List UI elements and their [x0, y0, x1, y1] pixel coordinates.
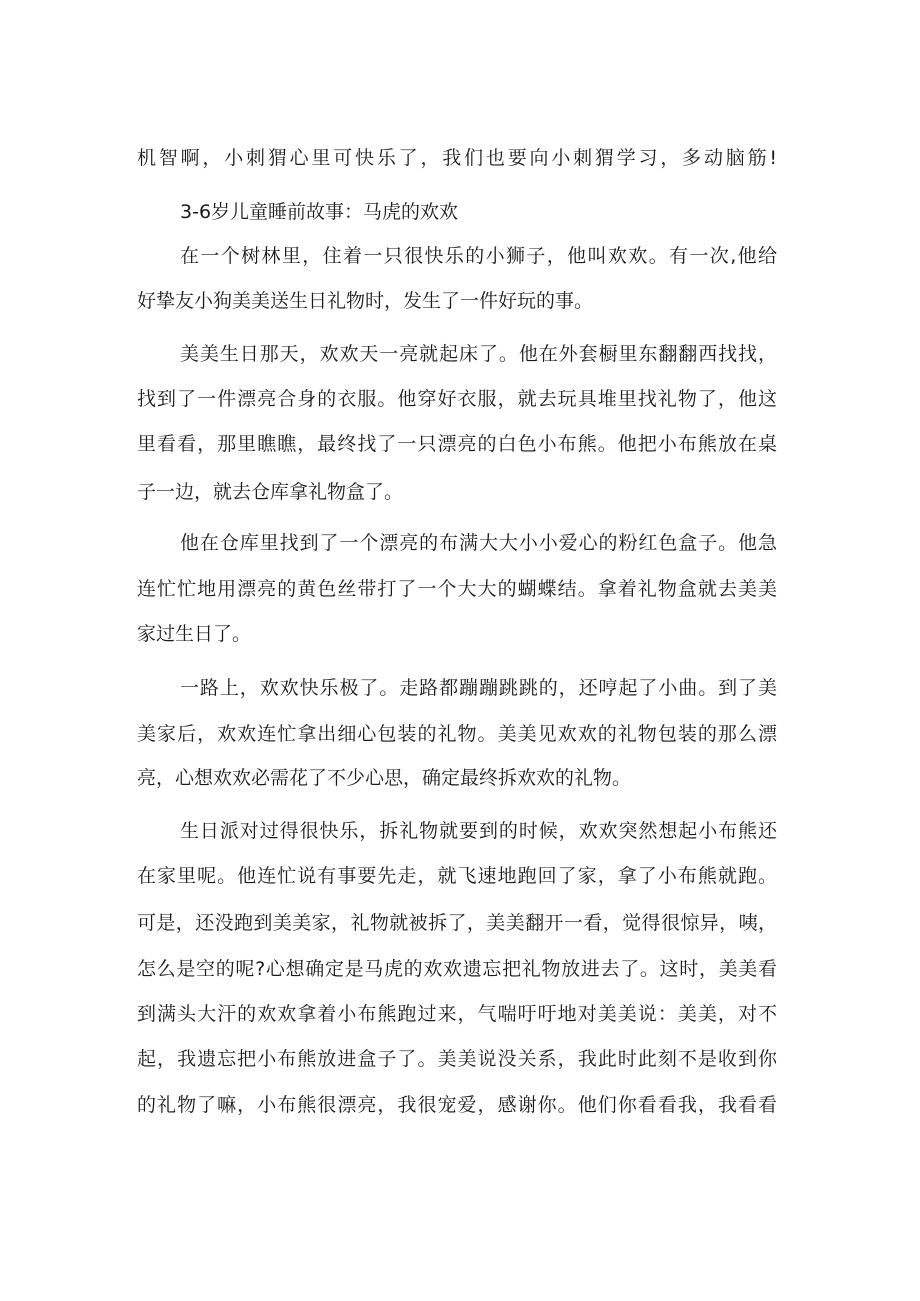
- text-line: 好挚友小狗美美送生日礼物时，发生了一件好玩的事。: [137, 290, 594, 312]
- text-line: 生日派对过得很快乐，拆礼物就要到的时候，欢欢突然想起小布熊还: [180, 820, 777, 842]
- text-line: 亮，心想欢欢必需花了不少心思，确定最终拆欢欢的礼物。: [137, 767, 632, 789]
- text-line: 到满头大汗的欢欢拿着小布熊跑过来，气喘吁吁地对美美说：美美，对不: [137, 1003, 777, 1025]
- text-line: 美家后，欢欢连忙拿出细心包装的礼物。美美见欢欢的礼物包装的那么漂: [137, 723, 777, 745]
- text-line: 一路上，欢欢快乐极了。走路都蹦蹦跳跳的，还哼起了小曲。到了美: [180, 677, 777, 699]
- text-line: 起，我遗忘把小布熊放进盒子了。美美说没关系，我此时此刻不是收到你: [137, 1048, 777, 1070]
- story-title: 3-6岁儿童睡前故事：马虎的欢欢: [180, 201, 459, 223]
- text-line: 机智啊，小刺猬心里可快乐了，我们也要向小刺猬学习，多动脑筋!: [137, 147, 777, 169]
- text-line: 在一个树林里，住着一只很快乐的小狮子，他叫欢欢。有一次,他给: [180, 245, 777, 267]
- text-line: 美美生日那天，欢欢天一亮就起床了。他在外套橱里东翻翻西找找，: [180, 343, 777, 365]
- text-line: 他在仓库里找到了一个漂亮的布满大大小小爱心的粉红色盒子。他急: [180, 532, 777, 554]
- text-line: 连忙忙地用漂亮的黄色丝带打了一个大大的蝴蝶结。拿着礼物盒就去美美: [137, 578, 777, 600]
- text-line: 的礼物了嘛，小布熊很漂亮，我很宠爱，感谢你。他们你看看我，我看看: [137, 1094, 777, 1116]
- text-line: 在家里呢。他连忙说有事要先走，就飞速地跑回了家，拿了小布熊就跑。: [137, 865, 777, 887]
- text-line: 怎么是空的呢?心想确定是马虎的欢欢遗忘把礼物放进去了。这时，美美看: [137, 958, 777, 980]
- text-line: 家过生日了。: [137, 623, 252, 645]
- text-line: 里看看，那里瞧瞧，最终找了一只漂亮的白色小布熊。他把小布熊放在桌: [137, 433, 777, 455]
- text-line: 可是，还没跑到美美家，礼物就被拆了，美美翻开一看，觉得很惊异，咦，: [137, 912, 777, 934]
- text-line: 找到了一件漂亮合身的衣服。他穿好衣服，就去玩具堆里找礼物了，他这: [137, 388, 777, 410]
- text-line: 子一边，就去仓库拿礼物盒了。: [137, 481, 404, 503]
